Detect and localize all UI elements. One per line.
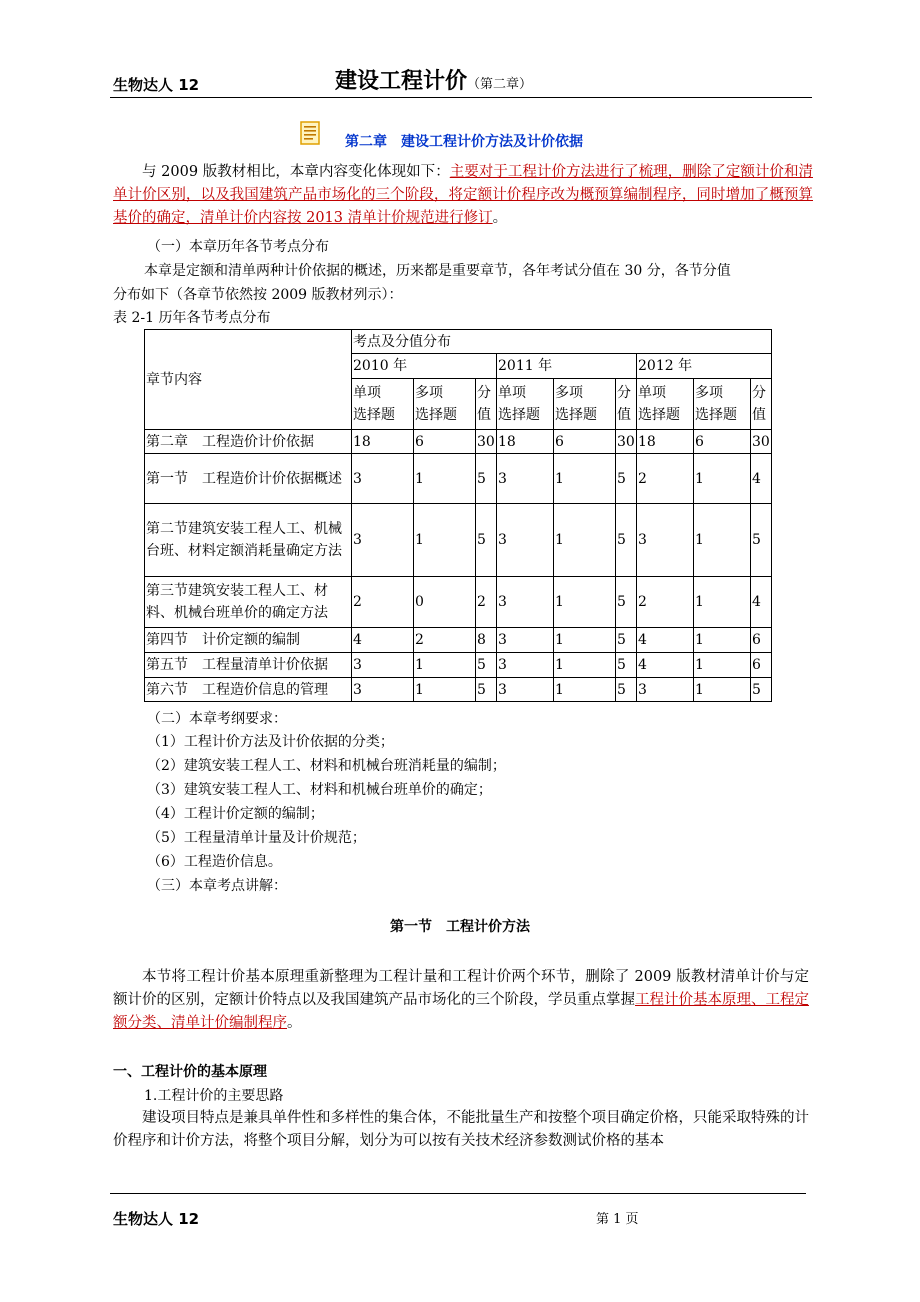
score-cell: 1 bbox=[694, 454, 751, 504]
chapter-title: 第二章 建设工程计价方法及计价依据 bbox=[345, 134, 583, 150]
header-title-sub: （第二章） bbox=[467, 77, 533, 92]
score-cell: 6 bbox=[751, 628, 772, 653]
score-cell: 6 bbox=[694, 430, 751, 454]
score-cell: 1 bbox=[694, 577, 751, 628]
subcol-header: 多项 选择题 bbox=[554, 379, 616, 430]
year-header: 2012 年 bbox=[637, 354, 772, 379]
score-cell: 30 bbox=[751, 430, 772, 454]
header-rule bbox=[110, 97, 812, 98]
row-section-name: 第二节建筑安装工程人工、机械台班、材料定额消耗量确定方法 bbox=[145, 504, 352, 577]
row-section-name: 第五节 工程量清单计价依据 bbox=[145, 653, 352, 678]
subcol-header: 分 值 bbox=[751, 379, 772, 430]
outline-item: （3）建筑安装工程人工、材料和机械台班单价的确定； bbox=[147, 782, 492, 798]
outline-item: （4）工程计价定额的编制； bbox=[147, 806, 324, 822]
score-cell: 2 bbox=[476, 577, 497, 628]
table-row bbox=[145, 577, 772, 628]
header-left-text: 生物达人 12 bbox=[113, 76, 200, 94]
table-caption: 表 2-1 历年各节考点分布 bbox=[113, 310, 271, 326]
subcol-header: 多项 选择题 bbox=[414, 379, 476, 430]
subcol-header: 单项 选择题 bbox=[637, 379, 694, 430]
score-cell: 3 bbox=[497, 504, 554, 577]
score-cell: 1 bbox=[414, 678, 476, 702]
subheading-2: （二）本章考纲要求： bbox=[147, 711, 287, 727]
score-cell: 5 bbox=[616, 454, 637, 504]
score-cell: 4 bbox=[637, 628, 694, 653]
subheading-1: （一）本章历年各节考点分布 bbox=[147, 239, 329, 255]
heading-main-idea: 1.工程计价的主要思路 bbox=[144, 1088, 284, 1104]
col-header-section: 章节内容 bbox=[145, 330, 352, 430]
row-section-name: 第三节建筑安装工程人工、材料、机械台班单价的确定方法 bbox=[145, 577, 352, 628]
intro-paragraph: 与 2009 版教材相比，本章内容变化体现如下：主要对于工程计价方法进行了梳理，删除了定额计价和清单计价区别，以及我国建筑产品市场化的三个阶段，将定额计价程序改为概预算编制程序，同时增加了概预算基价的确定，清单计价内容按 2013 清单计价规范进行修订。 bbox=[113, 164, 813, 226]
score-cell: 5 bbox=[476, 678, 497, 702]
score-cell: 18 bbox=[637, 430, 694, 454]
score-cell: 3 bbox=[497, 678, 554, 702]
score-cell: 4 bbox=[751, 454, 772, 504]
distribution-paragraph-line1: 本章是定额和清单两种计价依据的概述，历来都是重要章节，各年考试分值在 30 分，各节分值 bbox=[144, 263, 731, 279]
score-cell: 3 bbox=[497, 628, 554, 653]
score-cell: 3 bbox=[352, 678, 414, 702]
year-header: 2011 年 bbox=[497, 354, 637, 379]
score-cell: 4 bbox=[637, 653, 694, 678]
score-cell: 4 bbox=[751, 577, 772, 628]
score-cell: 3 bbox=[637, 678, 694, 702]
score-cell: 3 bbox=[497, 454, 554, 504]
score-cell: 5 bbox=[476, 454, 497, 504]
section-title: 第一节 工程计价方法 bbox=[390, 919, 530, 935]
score-cell: 0 bbox=[414, 577, 476, 628]
score-cell: 30 bbox=[616, 430, 637, 454]
table-row bbox=[145, 628, 772, 653]
score-cell: 5 bbox=[476, 504, 497, 577]
score-cell: 3 bbox=[352, 653, 414, 678]
score-cell: 5 bbox=[476, 653, 497, 678]
score-cell: 5 bbox=[616, 653, 637, 678]
score-cell: 2 bbox=[352, 577, 414, 628]
score-cell: 1 bbox=[554, 504, 616, 577]
document-icon bbox=[300, 121, 320, 145]
score-cell: 2 bbox=[637, 577, 694, 628]
score-cell: 1 bbox=[694, 653, 751, 678]
table-row bbox=[145, 504, 772, 577]
score-cell: 1 bbox=[554, 454, 616, 504]
score-cell: 3 bbox=[352, 454, 414, 504]
score-cell: 3 bbox=[497, 653, 554, 678]
subcol-header: 单项 选择题 bbox=[497, 379, 554, 430]
row-section-name: 第四节 计价定额的编制 bbox=[145, 628, 352, 653]
score-distribution-table bbox=[144, 329, 772, 702]
score-cell: 3 bbox=[497, 577, 554, 628]
score-cell: 18 bbox=[497, 430, 554, 454]
subcol-header: 分 值 bbox=[616, 379, 637, 430]
table-row bbox=[145, 653, 772, 678]
score-cell: 8 bbox=[476, 628, 497, 653]
score-cell: 1 bbox=[414, 653, 476, 678]
group-header: 考点及分值分布 bbox=[352, 330, 772, 354]
outline-item: （2）建筑安装工程人工、材料和机械台班消耗量的编制； bbox=[147, 758, 506, 774]
score-cell: 6 bbox=[554, 430, 616, 454]
score-cell: 1 bbox=[554, 577, 616, 628]
section-paragraph: 本节将工程计价基本原理重新整理为工程计量和工程计价两个环节，删除了 2009 版教材清单计价与定额计价的区别，定额计价特点以及我国建筑产品市场化的三个阶段，学员重点掌握工程计价基本原理、工程定额分类、清单计价编制程序。 bbox=[113, 969, 809, 1031]
score-cell: 1 bbox=[694, 628, 751, 653]
score-cell: 1 bbox=[554, 628, 616, 653]
outline-item: （5）工程量清单计量及计价规范； bbox=[147, 830, 366, 846]
score-cell: 5 bbox=[751, 504, 772, 577]
table-row bbox=[145, 430, 772, 454]
page-number: 第 1 页 bbox=[596, 1212, 639, 1227]
subheading-3: （三）本章考点讲解： bbox=[147, 878, 287, 894]
header-title: 建设工程计价（第二章） bbox=[335, 69, 533, 94]
score-cell: 5 bbox=[616, 678, 637, 702]
outline-item: （1）工程计价方法及计价依据的分类； bbox=[147, 734, 394, 750]
table-row bbox=[145, 678, 772, 702]
footer-rule bbox=[110, 1193, 806, 1194]
score-cell: 1 bbox=[414, 454, 476, 504]
footer-left-text: 生物达人 12 bbox=[113, 1210, 200, 1228]
subcol-header: 分 值 bbox=[476, 379, 497, 430]
table-row bbox=[145, 454, 772, 504]
score-cell: 3 bbox=[352, 504, 414, 577]
heading-basic-principle: 一、工程计价的基本原理 bbox=[113, 1064, 267, 1080]
score-cell: 6 bbox=[414, 430, 476, 454]
outline-item: （6）工程造价信息。 bbox=[147, 854, 282, 870]
score-cell: 30 bbox=[476, 430, 497, 454]
score-cell: 2 bbox=[414, 628, 476, 653]
row-section-name: 第六节 工程造价信息的管理 bbox=[145, 678, 352, 702]
score-cell: 3 bbox=[637, 504, 694, 577]
score-cell: 1 bbox=[554, 653, 616, 678]
score-cell: 1 bbox=[694, 504, 751, 577]
last-paragraph: 建设项目特点是兼具单件性和多样性的集合体，不能批量生产和按整个项目确定价格，只能采取特殊的计价程序和计价方法，将整个项目分解，划分为可以按有关技术经济参数测试价格的基本 bbox=[113, 1110, 809, 1149]
year-header: 2010 年 bbox=[352, 354, 497, 379]
score-cell: 1 bbox=[554, 678, 616, 702]
score-cell: 4 bbox=[352, 628, 414, 653]
score-cell: 5 bbox=[616, 628, 637, 653]
section-highlight: 工程计价基本原理、工程定额分类、清单计价编制程序 bbox=[113, 992, 809, 1031]
row-section-name: 第一节 工程造价计价依据概述 bbox=[145, 454, 352, 504]
score-cell: 1 bbox=[694, 678, 751, 702]
row-section-name: 第二章 工程造价计价依据 bbox=[145, 430, 352, 454]
score-cell: 18 bbox=[352, 430, 414, 454]
subcol-header: 单项 选择题 bbox=[352, 379, 414, 430]
score-cell: 2 bbox=[637, 454, 694, 504]
score-cell: 5 bbox=[616, 577, 637, 628]
score-cell: 6 bbox=[751, 653, 772, 678]
intro-highlight: 主要对于工程计价方法进行了梳理，删除了定额计价和清单计价区别，以及我国建筑产品市场化的三个阶段，将定额计价程序改为概预算编制程序，同时增加了概预算基价的确定，清单计价内容按 2013 清单计价规范进行修订 bbox=[113, 164, 813, 226]
score-cell: 1 bbox=[414, 504, 476, 577]
subcol-header: 多项 选择题 bbox=[694, 379, 751, 430]
distribution-paragraph-line2: 分布如下（各章节依然按 2009 版教材列示）： bbox=[113, 287, 403, 303]
score-cell: 5 bbox=[751, 678, 772, 702]
score-cell: 5 bbox=[616, 504, 637, 577]
